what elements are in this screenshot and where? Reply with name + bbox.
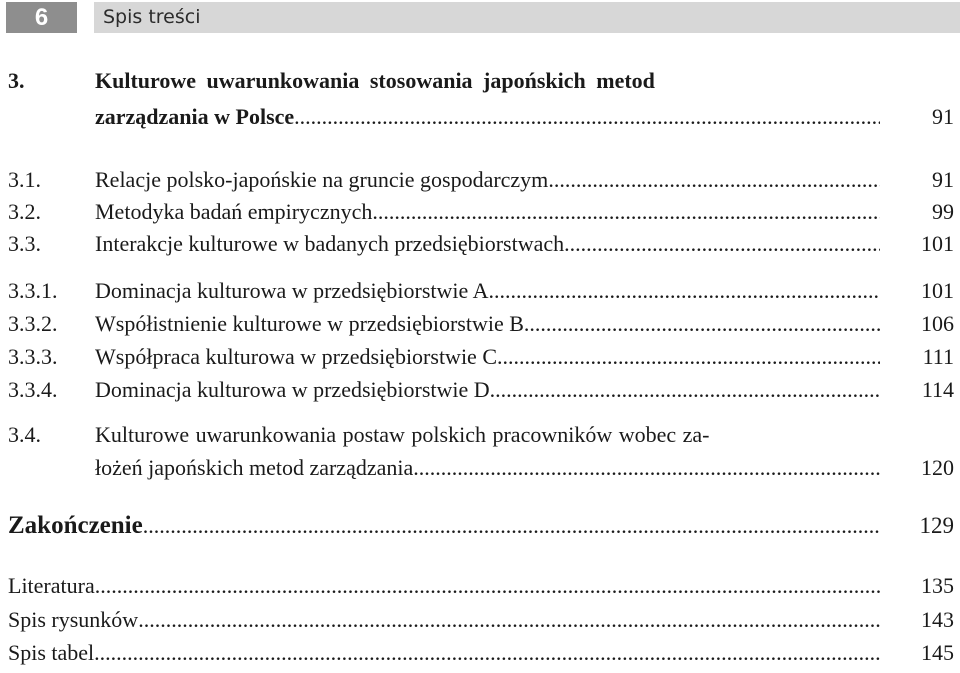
dot-leader (94, 638, 880, 668)
header-bar (94, 2, 960, 33)
toc-page: 129 (919, 513, 954, 538)
toc-number: 3.3.1. (8, 278, 58, 303)
toc-number: 3.3.4. (8, 377, 58, 402)
page-header (0, 0, 960, 36)
toc-title: Spis rysunków (8, 607, 139, 632)
toc-page: 114 (921, 377, 954, 402)
toc-number: 3.2. (8, 199, 41, 224)
toc-number: 3.3.2. (8, 311, 58, 336)
toc-number: 3.3.3. (8, 344, 58, 369)
toc-title: Metodyka badań empirycznych (95, 199, 373, 224)
toc-page: 99 (932, 199, 954, 224)
toc-title: Współistnienie kulturowe w przedsiębiorstwie B (95, 311, 524, 336)
toc-page: 111 (922, 344, 954, 369)
toc-page: 101 (921, 278, 954, 303)
dot-leader (294, 102, 880, 132)
toc-page: 106 (921, 311, 954, 336)
toc-number: 3.1. (8, 167, 41, 192)
dot-leader (548, 165, 880, 195)
dot-leader (413, 453, 880, 483)
toc-number: 3.4. (8, 422, 41, 447)
dot-leader (564, 229, 880, 259)
dot-leader (524, 309, 880, 339)
dot-leader (488, 276, 880, 306)
toc-title: Dominacja kulturowa w przedsiębiorstwie A (95, 278, 489, 303)
dot-leader (138, 605, 880, 635)
toc-page: 145 (921, 640, 954, 665)
dot-leader (490, 375, 880, 405)
toc-page: 91 (932, 104, 954, 129)
toc-page: 101 (921, 231, 954, 256)
toc-title-line1: Kulturowe uwarunkowania stosowania japońskich metod (95, 68, 655, 93)
toc-page: 143 (921, 607, 954, 632)
toc-page: 91 (932, 167, 954, 192)
toc-title: Współpraca kulturowa w przedsiębiorstwie C (95, 344, 497, 369)
toc-title-line2: łożeń japońskich metod zarządzania (95, 455, 414, 480)
toc-title: Literatura (8, 573, 95, 598)
toc-page: 135 (921, 573, 954, 598)
toc-title-line2: zarządzania w Polsce (95, 104, 295, 129)
toc-title-line1: Kulturowe uwarunkowania postaw polskich pracowników wobec za- (95, 422, 710, 447)
toc-title: Zakończenie (8, 512, 143, 539)
dot-leader (497, 342, 880, 372)
running-title: Spis treści (103, 6, 201, 28)
toc-page: 120 (921, 455, 954, 480)
toc-title: Interakcje kulturowe w badanych przedsiębiorstwach (95, 231, 565, 256)
toc-title: Spis tabel (8, 640, 95, 665)
toc-number: 3.3. (8, 231, 41, 256)
toc-title: Relacje polsko-japońskie na gruncie gospodarczym (95, 167, 549, 192)
dot-leader (95, 571, 880, 601)
page-number: 6 (6, 2, 77, 33)
dot-leader (143, 510, 880, 542)
dot-leader (372, 197, 880, 227)
toc-title: Dominacja kulturowa w przedsiębiorstwie D (95, 377, 490, 402)
toc-number: 3. (8, 68, 25, 93)
